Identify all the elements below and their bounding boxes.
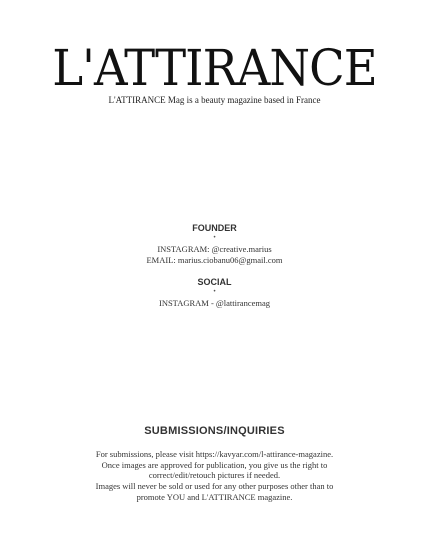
site-logo[interactable]: L'ATTIRANCE <box>52 39 377 97</box>
founder-instagram[interactable]: INSTAGRAM: @creative.marius <box>157 244 272 254</box>
submissions-line: promote YOU and L'ATTIRANCE magazine. <box>136 491 293 502</box>
submissions-heading: SUBMISSIONS/INQUIRIES <box>144 425 285 437</box>
submissions-line: Once images are approved for publication, you give us the right to <box>101 459 328 470</box>
submissions-line: correct/edit/retouch pictures if needed. <box>148 470 281 481</box>
social-instagram[interactable]: INSTAGRAM - @lattirancemag <box>158 298 270 308</box>
submissions-line: Images will never be sold or used for any other purposes other than to <box>95 481 334 492</box>
submissions-line: For submissions, please visit https://kavyar.com/l-attirance-magazine. <box>95 449 334 459</box>
submissions-text <box>0 449 429 503</box>
social-separator: • <box>213 289 216 295</box>
founder-email[interactable]: EMAIL: marius.ciobanu06@gmail.com <box>146 255 283 265</box>
founder-separator: • <box>213 235 216 241</box>
social-heading: SOCIAL <box>197 277 232 287</box>
founder-heading: FOUNDER <box>192 223 237 233</box>
site-tagline: L'ATTIRANCE Mag is a beauty magazine based in France <box>108 95 321 105</box>
